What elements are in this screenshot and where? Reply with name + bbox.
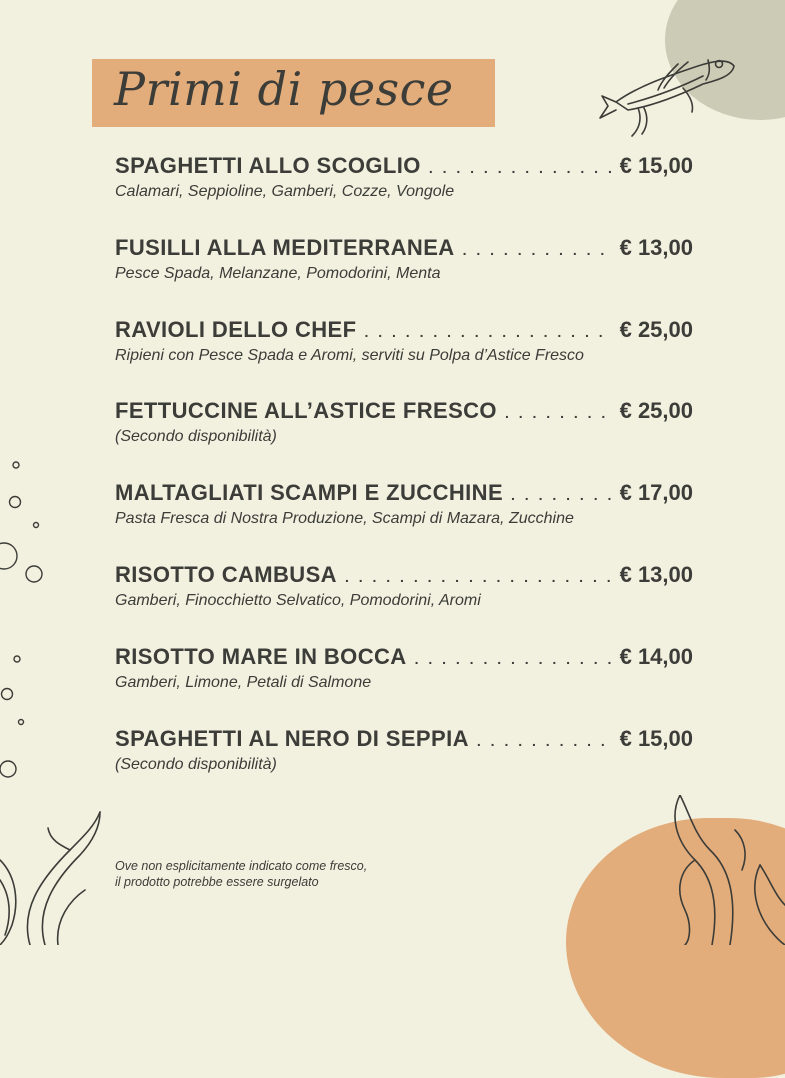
dot-leader	[429, 160, 612, 176]
bubbles-icon	[0, 450, 60, 790]
dish-price: € 25,00	[619, 316, 693, 342]
dish-price: € 25,00	[619, 398, 693, 424]
dish-name: RISOTTO MARE IN BOCCA	[115, 643, 407, 669]
dish-price: € 15,00	[619, 725, 693, 751]
dish-price: € 13,00	[619, 234, 693, 260]
dish-name: FUSILLI ALLA MEDITERRANEA	[115, 234, 455, 260]
dot-leader	[511, 487, 612, 503]
seaweed-icon	[0, 800, 120, 945]
dot-leader	[364, 324, 611, 340]
dish-price: € 15,00	[619, 153, 693, 178]
dish-description: Gamberi, Limone, Petali di Salmone	[115, 673, 372, 691]
menu-item	[115, 153, 693, 235]
dot-leader	[505, 405, 612, 421]
dish-price: € 17,00	[619, 480, 693, 506]
title-banner	[92, 59, 495, 127]
menu-item	[115, 644, 693, 726]
dish-description: Ripieni con Pesce Spada e Aromi, serviti su Polpa d’Astice Fresco	[115, 346, 584, 364]
dish-price: € 13,00	[619, 561, 693, 587]
menu-item	[115, 398, 693, 480]
menu-item	[115, 480, 693, 562]
dish-name: SPAGHETTI AL NERO DI SEPPIA	[115, 725, 469, 751]
menu-item	[115, 235, 693, 317]
dish-name: MALTAGLIATI SCAMPI E ZUCCHINE	[115, 480, 504, 506]
menu-item	[115, 562, 693, 644]
dish-name: RISOTTO CAMBUSA	[115, 561, 337, 587]
dish-description: (Secondo disponibilità)	[115, 755, 277, 773]
dish-name: FETTUCCINE ALL’ASTICE FRESCO	[115, 398, 497, 424]
page-title: Primi di pesce	[114, 62, 454, 116]
dish-description: Calamari, Seppioline, Gamberi, Cozze, Vongole	[115, 183, 455, 200]
footnote-line: Ove non esplicitamente indicato come fresco,	[115, 859, 368, 873]
footnote	[115, 858, 367, 890]
dot-leader	[345, 569, 612, 585]
dot-leader	[477, 733, 612, 749]
menu-item	[115, 317, 693, 399]
dish-price: € 14,00	[619, 643, 693, 669]
dish-name: SPAGHETTI ALLO SCOGLIO	[115, 153, 421, 178]
dish-description: Pesce Spada, Melanzane, Pomodorini, Menta	[115, 264, 441, 282]
dish-name: RAVIOLI DELLO CHEF	[115, 316, 357, 342]
dish-description: Pasta Fresca di Nostra Produzione, Scampi di Mazara, Zucchine	[115, 510, 574, 528]
menu-item	[115, 726, 693, 808]
dish-description: Gamberi, Finocchietto Selvatico, Pomodorini, Aromi	[115, 591, 481, 609]
dot-leader	[415, 651, 612, 667]
footnote-line: il prodotto potrebbe essere surgelato	[115, 875, 319, 889]
dot-leader	[463, 242, 612, 258]
dish-description: (Secondo disponibilità)	[115, 428, 277, 446]
seaweed-icon	[650, 795, 785, 945]
fish-icon	[598, 46, 738, 138]
menu-list	[115, 153, 693, 807]
